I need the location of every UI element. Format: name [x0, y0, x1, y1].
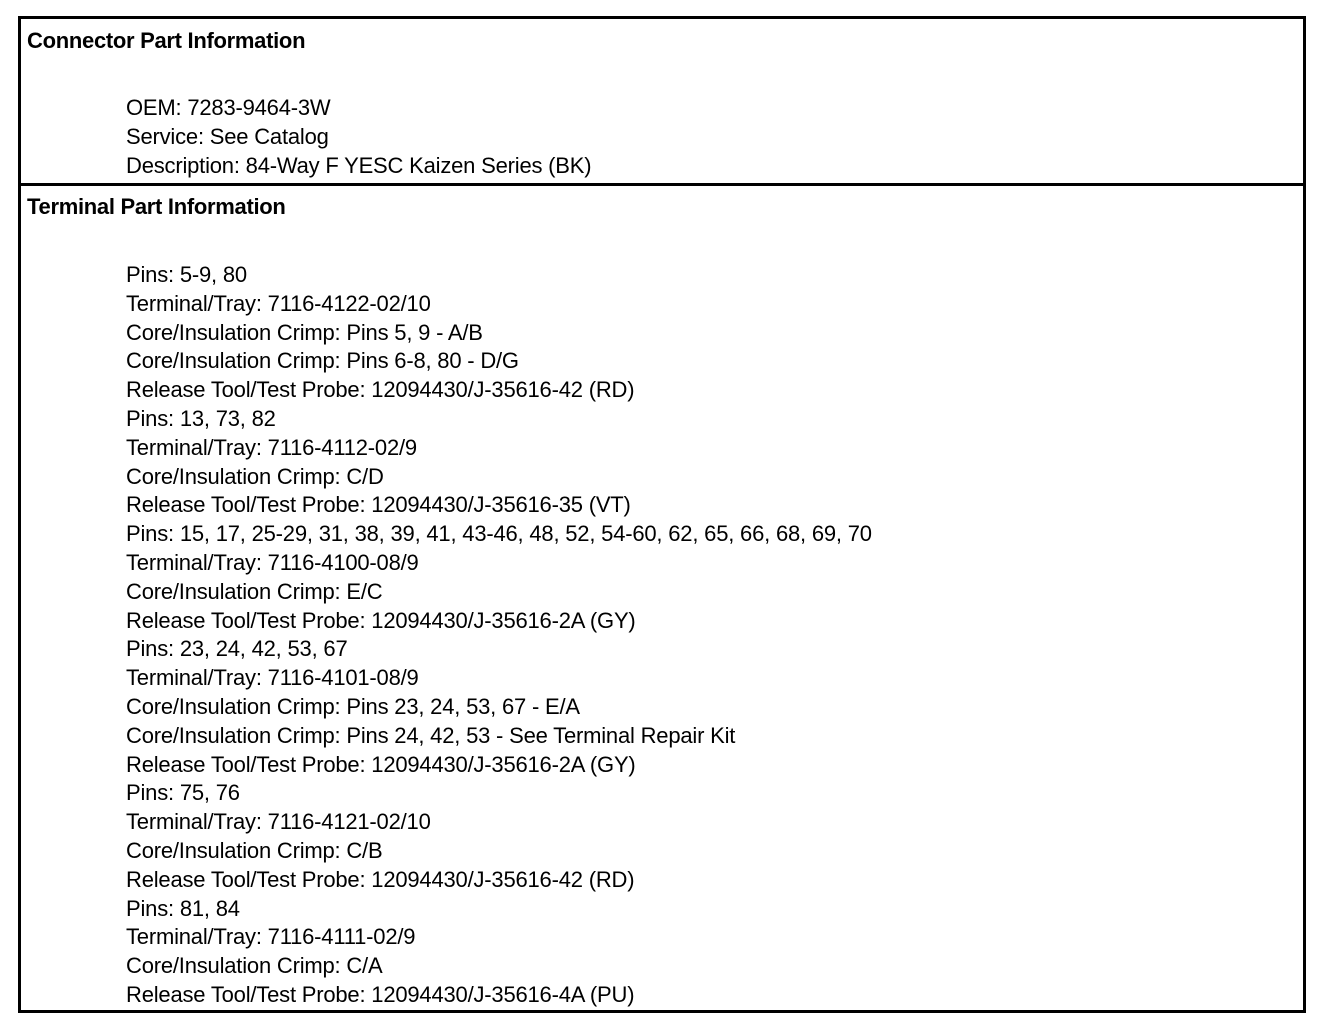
connector-section-title: Connector Part Information [27, 28, 306, 53]
terminal-info-line: Core/Insulation Crimp: C/D [126, 463, 384, 489]
terminal-info-line: Terminal/Tray: 7116-4100-08/9 [126, 549, 419, 575]
terminal-info-line: Core/Insulation Crimp: C/A [126, 953, 383, 979]
terminal-info-line: Release Tool/Test Probe: 12094430/J-35616-4A (PU) [126, 981, 635, 1007]
terminal-info-line: Terminal/Tray: 7116-4121-02/10 [126, 809, 431, 835]
terminal-info-line: Release Tool/Test Probe: 12094430/J-35616-2A (GY) [126, 607, 636, 633]
connector-info-line: Description: 84-Way F YESC Kaizen Series (BK) [126, 152, 592, 178]
terminal-section-title: Terminal Part Information [27, 194, 286, 219]
connector-info-line: Service: See Catalog [126, 123, 329, 149]
connector-lines [126, 94, 591, 180]
terminal-info-line: Terminal/Tray: 7116-4122-02/10 [126, 290, 431, 316]
terminal-info-line: Terminal/Tray: 7116-4112-02/9 [126, 434, 417, 460]
terminal-info-line: Core/Insulation Crimp: E/C [126, 578, 383, 604]
terminal-info-line: Release Tool/Test Probe: 12094430/J-35616-42 (RD) [126, 377, 635, 403]
connector-section [21, 19, 1303, 186]
part-info-table [18, 16, 1306, 1013]
terminal-info-line: Core/Insulation Crimp: Pins 5, 9 - A/B [126, 319, 483, 345]
terminal-info-line: Release Tool/Test Probe: 12094430/J-35616-2A (GY) [126, 751, 636, 777]
terminal-info-line: Terminal/Tray: 7116-4101-08/9 [126, 665, 419, 691]
terminal-info-line: Core/Insulation Crimp: Pins 23, 24, 53, 67 - E/A [126, 693, 580, 719]
terminal-info-line: Core/Insulation Crimp: Pins 6-8, 80 - D/G [126, 348, 519, 374]
terminal-info-line: Release Tool/Test Probe: 12094430/J-35616-35 (VT) [126, 492, 631, 518]
terminal-info-line: Pins: 75, 76 [126, 780, 240, 806]
terminal-info-line: Terminal/Tray: 7116-4111-02/9 [126, 924, 416, 950]
connector-info-line: OEM: 7283-9464-3W [126, 95, 331, 120]
terminal-info-line: Pins: 81, 84 [126, 895, 240, 921]
terminal-section [21, 186, 1303, 1010]
terminal-info-line: Release Tool/Test Probe: 12094430/J-35616-42 (RD) [126, 866, 635, 892]
terminal-lines [126, 261, 872, 1010]
terminal-info-line: Pins: 15, 17, 25-29, 31, 38, 39, 41, 43-46, 48, 52, 54-60, 62, 65, 66, 68, 69, 70 [126, 521, 872, 547]
terminal-info-line: Core/Insulation Crimp: C/B [126, 837, 383, 863]
terminal-info-line: Pins: 5-9, 80 [126, 262, 247, 287]
terminal-info-line: Pins: 23, 24, 42, 53, 67 [126, 636, 348, 662]
terminal-info-line: Core/Insulation Crimp: Pins 24, 42, 53 - See Terminal Repair Kit [126, 722, 736, 748]
terminal-info-line: Pins: 13, 73, 82 [126, 405, 276, 431]
